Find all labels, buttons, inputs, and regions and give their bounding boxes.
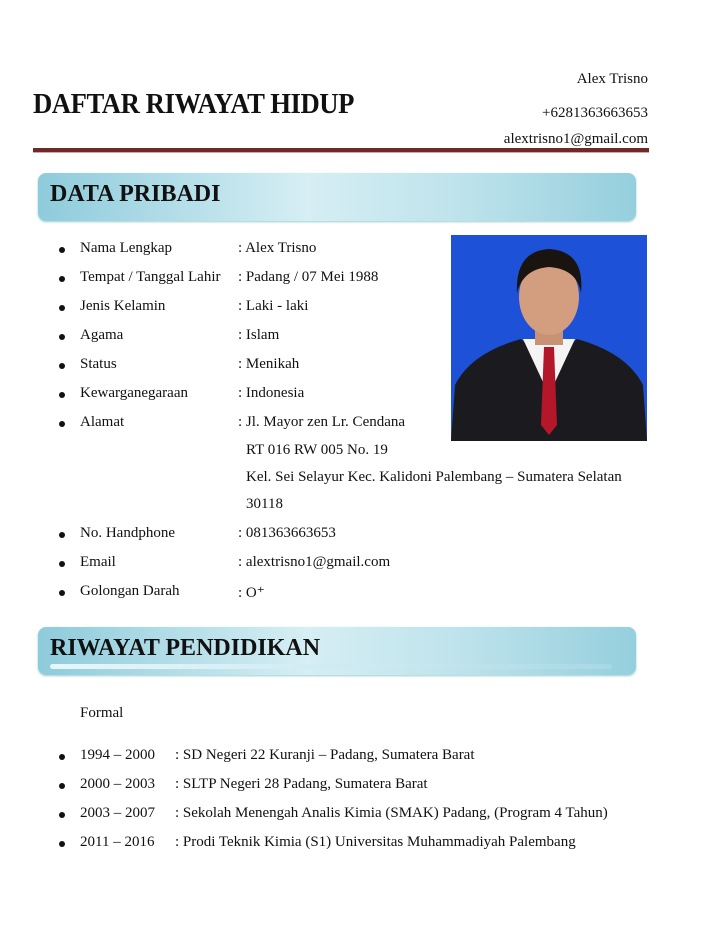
bullet-icon (59, 532, 65, 538)
address-line: RT 016 RW 005 No. 19 (246, 442, 388, 458)
info-value: : Islam (238, 327, 280, 343)
education-school: : Prodi Teknik Kimia (S1) Universitas Muhammadiyah Palembang (175, 834, 576, 850)
bullet-icon (59, 561, 65, 567)
bullet-icon (59, 421, 65, 427)
banner-shine (50, 664, 612, 669)
info-value: : alextrisno1@gmail.com (238, 554, 391, 570)
info-label: No. Handphone (80, 525, 175, 541)
education-row (0, 805, 705, 825)
info-value: : 081363663653 (238, 525, 336, 541)
education-school: : SLTP Negeri 28 Padang, Sumatera Barat (175, 776, 428, 792)
bullet-icon (59, 783, 65, 789)
section-heading: RIWAYAT PENDIDIKAN (50, 635, 321, 661)
header-name: Alex Trisno (576, 71, 648, 87)
bullet-icon (59, 247, 65, 253)
personal-info-row (0, 525, 705, 545)
education-years: 2003 – 2007 (80, 805, 155, 821)
info-label: Email (80, 554, 116, 570)
education-years: 2011 – 2016 (80, 834, 155, 850)
info-value: : Laki - laki (238, 298, 309, 314)
info-value: : Alex Trisno (238, 240, 317, 256)
header-phone: +6281363663653 (542, 105, 648, 121)
bullet-icon (59, 305, 65, 311)
education-school: : Sekolah Menengah Analis Kimia (SMAK) Padang, (Program 4 Tahun) (175, 805, 608, 821)
info-value: : Indonesia (238, 385, 305, 401)
header-email: alextrisno1@gmail.com (503, 131, 648, 147)
bullet-icon (59, 754, 65, 760)
education-row (0, 776, 705, 796)
bullet-icon (59, 334, 65, 340)
info-label: Nama Lengkap (80, 240, 173, 256)
personal-info-row (0, 414, 705, 434)
info-value: : Padang / 07 Mei 1988 (238, 269, 379, 285)
education-school: : SD Negeri 22 Kuranji – Padang, Sumatera Barat (175, 747, 475, 763)
info-label: Agama (80, 327, 124, 343)
section-heading: DATA PRIBADI (50, 181, 221, 207)
bullet-icon (59, 841, 65, 847)
info-label: Tempat / Tanggal Lahir (80, 269, 221, 285)
bullet-icon (59, 812, 65, 818)
info-value: : Jl. Mayor zen Lr. Cendana (238, 414, 406, 430)
info-value: : Menikah (238, 356, 300, 372)
address-line: Kel. Sei Selayur Kec. Kalidoni Palembang – Sumatera Selatan (246, 469, 622, 485)
address-line: 30118 (246, 496, 283, 512)
bullet-icon (59, 392, 65, 398)
personal-info-row (0, 385, 705, 405)
bullet-icon (59, 276, 65, 282)
page-title: DAFTAR RIWAYAT HIDUP (33, 88, 354, 120)
header-divider (33, 148, 649, 153)
bullet-icon (59, 363, 65, 369)
personal-info-row (0, 269, 705, 289)
info-label: Kewarganegaraan (80, 385, 188, 401)
personal-info-row (0, 298, 705, 318)
info-label: Golongan Darah (80, 583, 180, 599)
personal-info-row (0, 327, 705, 347)
education-row (0, 834, 705, 854)
info-label: Alamat (80, 414, 125, 430)
personal-info-row (0, 240, 705, 260)
education-row (0, 747, 705, 767)
section-banner-education (38, 627, 636, 675)
info-value: : O⁺ (238, 585, 265, 601)
info-label: Status (80, 356, 117, 372)
personal-info-row (0, 583, 705, 603)
education-years: 1994 – 2000 (80, 747, 155, 763)
info-label: Jenis Kelamin (80, 298, 166, 314)
education-subheading: Formal (80, 705, 124, 721)
personal-info-row (0, 356, 705, 376)
personal-info-row (0, 554, 705, 574)
section-banner-personal (38, 173, 636, 221)
education-years: 2000 – 2003 (80, 776, 155, 792)
bullet-icon (59, 590, 65, 596)
